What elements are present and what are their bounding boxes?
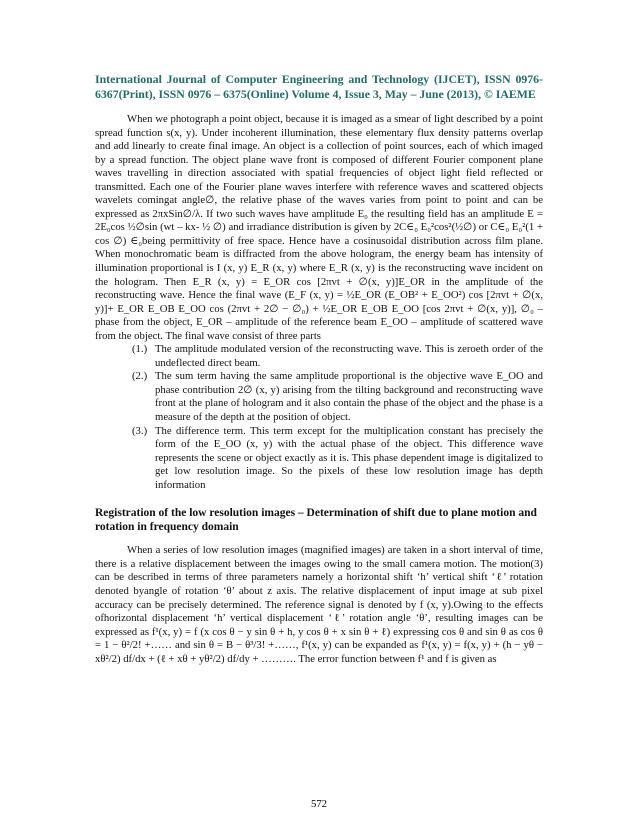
numbered-list [95, 343, 543, 492]
list-item-text: The amplitude modulated version of the reconstructing wave. This is zeroeth order of the undeflected direct beam. [155, 343, 543, 369]
list-item-number: (3.) [132, 424, 148, 437]
body-paragraph-2: When a series of low resolution images (magnified images) are taken in a short interval of time, there is a relative displacement between the images owing to the small camera motion. The motion(3) can be described in terms of three parameters namely a horizontal shift ‘h’ vertical shift ‘ℓ’ rotation denoted byangle of rotation ‘θ’ about z axis. The relative displacement of input image at sub pixel accuracy can be precisely determined. The reference signal is denoted by f (x, y).Owing to the effects ofhorizontal displacement ‘h’ vertical displacement ‘ℓ’ rotation angle ‘θ’, resulting images can be expressed as f¹(x, y) = f (x cos θ − y sin θ + h, y cos θ + x sin θ + ℓ) expressing cos θ and sin θ as cos θ = 1 − θ²/2! +…… and sin θ = B − θ³/3! +……, f¹(x, y) can be expanded as f¹(x, y) = f(x, y) + (h − yθ − xθ²/2) df/dx + (ℓ + xθ + yθ²/2) df/dy + ………. The error function between f¹ and f is given as [95, 544, 543, 665]
list-item-text: The difference term. This term except for the multiplication constant has precisely the form of the E_OO (x, y) with the actual phase of the object. This difference wave represents the scene or object exactly as it is. This phase dependent image is digitalized to get low resolution image. So the pixels of these low resolution image has depth information [155, 424, 543, 491]
list-item [95, 425, 543, 493]
section-heading: Registration of the low resolution images – Determination of shift due to plane motion and rotation in frequency domain [95, 507, 537, 534]
body-paragraph-1: When we photograph a point object, because it is imaged as a smear of light described by a point spread function s(x, y). Under incoherent illumination, these elementary flux density patterns overlap and add linearly to create final image. An object is a collection of point sources, each of which imaged by a spread function. The object plane wave front is composed of different Fourier component plane waves travelling in direction associated with spatial frequencies of object light field reflected or transmitted. Each one of the Fourier plane waves interfere with reference waves and scattered objects wavelets comingat angle∅, the relative phase of the waves varies from point to point and can be expressed as 2πxSin∅/λ. If two such waves have amplitude E₀ the resulting field has an amplitude E = 2E₀cos ½∅sin (wt – kx- ½ ∅) and irradiance distribution is given by 2C∈₀ E₀²cos²(½∅) or C∈₀ E₀²(1 + cos ∅) ∈₀being permittivity of free space. Hence have a cosinusoidal distribution across film plane. When monochromatic beam is diffracted from the above hologram, the energy beam has intensity of illumination proportional is I (x, y) E_R (x, y) where E_R (x, y) is the reconstructing wave incident on the hologram. Then E_R (x, y) = E_OR cos [2πvt + ∅(x, y)]E_OR in the amplitude of the reconstructing wave. Hence the final wave (E_F (x, y) = ½E_OR (E_OB² + E_OO²) cos [2πvt + ∅(x, y)]+ E_OR E_OB E_OO cos (2πvt + 2∅ − ∅₀) + ½E_OR E_OB E_OO [cos 2πvt + ∅(x, y)], ∅₀ – phase from the object, E_OR – amplitude of the reference beam E_OO – amplitude of scattered wave from the object. The final wave consist of three parts [95, 113, 543, 342]
list-item-number: (2.) [132, 370, 148, 383]
list-item-text: The sum term having the same amplitude proportional is the objective wave E_OO and phase contribution 2∅ (x, y) arising from the tilting background and reconstructing wave front at the plane of hologram and it also contain the phase of the object and the phase is a measure of the depth at the position of object. [155, 370, 543, 424]
list-item-number: (1.) [132, 343, 148, 356]
journal-header: International Journal of Computer Engineering and Technology (IJCET), ISSN 0976-6367(Print), ISSN 0976 – 6375(Online) Volume 4, Issue 3, May – June (2013), © IAEME [95, 72, 543, 101]
list-item [95, 343, 543, 370]
page-number: 572 [310, 798, 328, 810]
list-item [95, 370, 543, 424]
